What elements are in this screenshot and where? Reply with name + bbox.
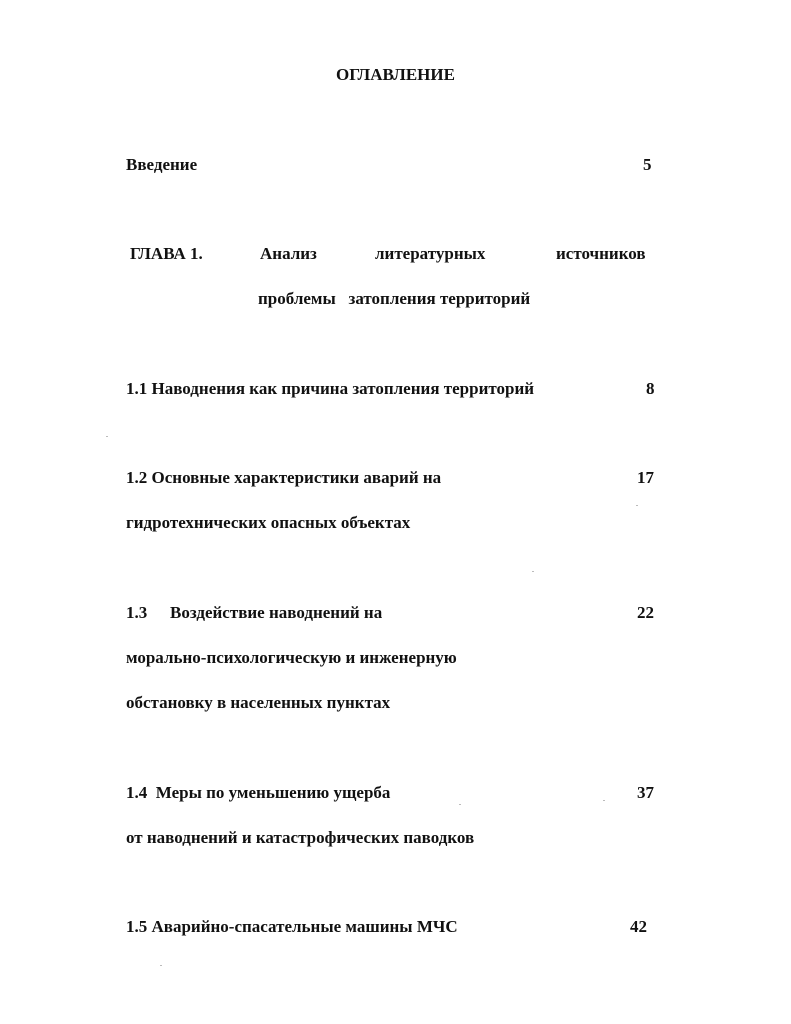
page-title: ОГЛАВЛЕНИЕ bbox=[336, 65, 455, 84]
toc-entry-1-3-label-line-2: морально-психологическую и инженерную bbox=[126, 648, 457, 667]
toc-entry-1-3-label-line-3: обстановку в населенных пунктах bbox=[126, 693, 391, 712]
toc-entry-1-2-label-line-2: гидротехнических опасных объектах bbox=[126, 513, 411, 532]
chapter-title-word-3: источников bbox=[556, 244, 646, 263]
chapter-label: ГЛАВА 1. bbox=[130, 244, 203, 263]
scan-speck bbox=[532, 571, 534, 572]
toc-entry-intro-page: 5 bbox=[643, 155, 652, 174]
toc-entry-1-4-page: 37 bbox=[637, 783, 654, 802]
toc-entry-1-4-label: 1.4 Меры по уменьшению ущерба bbox=[126, 783, 391, 802]
toc-entry-1-1-page: 8 bbox=[646, 379, 655, 398]
scan-speck bbox=[603, 800, 605, 801]
chapter-title-word-1: Анализ bbox=[260, 244, 317, 263]
toc-entry-1-4-label-line-2: от наводнений и катастрофических паводков bbox=[126, 828, 475, 847]
toc-entry-1-3-number: 1.3 bbox=[126, 603, 148, 622]
toc-entry-1-1-label: 1.1 Наводнения как причина затопления территорий bbox=[126, 379, 535, 398]
toc-entry-1-2-label: 1.2 Основные характеристики аварий на bbox=[126, 468, 442, 487]
chapter-title-word-2: литературных bbox=[375, 244, 486, 263]
toc-entry-1-5-page: 42 bbox=[630, 917, 647, 936]
scan-speck bbox=[106, 436, 108, 437]
toc-entry-1-3-label: Воздействие наводнений на bbox=[170, 603, 383, 622]
scan-speck bbox=[160, 965, 162, 966]
scan-speck bbox=[459, 804, 461, 805]
toc-entry-1-5-label: 1.5 Аварийно-спасательные машины МЧС bbox=[126, 917, 458, 936]
toc-entry-intro-label: Введение bbox=[126, 155, 198, 174]
toc-entry-1-3-page: 22 bbox=[637, 603, 654, 622]
toc-entry-1-2-page: 17 bbox=[637, 468, 654, 487]
scan-speck bbox=[636, 505, 638, 506]
chapter-title-line-2: проблемы затопления территорий bbox=[258, 289, 531, 308]
